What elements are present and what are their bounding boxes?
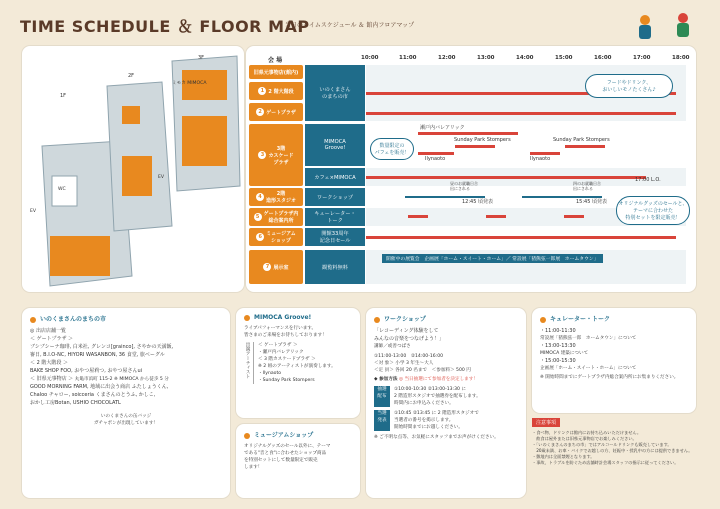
sunday-bar-2 bbox=[565, 145, 605, 148]
hour-label: 10:00 bbox=[361, 55, 379, 61]
groove-cascade-head: ＜ 3 階カスケードプラザ ＞ bbox=[258, 357, 316, 362]
shop-title: ミュージアムショップ bbox=[254, 432, 314, 439]
workshop-target: ＜対 象＞ 小学 3 年生〜大人 bbox=[374, 361, 434, 366]
program-groove: MIMOCA Groove! bbox=[305, 124, 365, 166]
groove-side-label: 出演アーティスト bbox=[244, 342, 254, 384]
groove-intro: ライブパフォーマンスを行います。 皆さまのご来場をお待ちしております！ bbox=[244, 326, 327, 338]
event-sunday-1: Sunday Park Stompers bbox=[454, 137, 511, 143]
floor-3f-label: 3F bbox=[198, 55, 205, 61]
hour-label: 14:00 bbox=[516, 55, 534, 61]
program-workshop: ワークショップ bbox=[305, 188, 365, 206]
event-sunday-2: Sunday Park Stompers bbox=[553, 137, 610, 143]
program-market: いのくまさん のまちの市 bbox=[305, 65, 365, 121]
hour-label: 13:00 bbox=[477, 55, 495, 61]
ev-label-1: EV bbox=[30, 209, 37, 214]
groove-cascade-body: ・Ilynaoto ・Sunday Park Stompers bbox=[258, 371, 315, 383]
talk-topic-3: 企画展「ホーム・スイート・ホーム」について bbox=[540, 366, 637, 371]
market-gate-body: ブシブシーナ珈琲, 白米社, グレンコ[grainco], さやかの天満飯, 審日, B.I.O-NC, HIYORI WASANBON, 36 食堂, 旅ベーグル bbox=[30, 344, 174, 358]
hour-label: 11:00 bbox=[399, 55, 417, 61]
sale-bar bbox=[366, 236, 676, 239]
caution-title: 注意事項 bbox=[532, 418, 560, 427]
caution-section bbox=[532, 418, 696, 498]
hour-label: 18:00 bbox=[672, 55, 690, 61]
venue-row-0: 旧県元事物店(館内) bbox=[249, 65, 303, 79]
program-free-admission: 観覧料無料 bbox=[305, 250, 365, 284]
groove-title: MIMOCA Groove! bbox=[254, 314, 312, 321]
announce-body: ①10:45 ②13:45 に 2 階造形スタジオで 当選者の番号を掲示します。 開始時間までにお越しください。 bbox=[394, 411, 479, 430]
program-anniversary-sale: 開館33周年 記念日セール bbox=[305, 228, 365, 246]
bubble-goods: オリジナルグッズのセールと、 テーマに合わせた 特別セットを限定販売！ bbox=[616, 196, 690, 225]
groove-cascade-note: ※ 2 組のアーティストが演奏します。 bbox=[258, 364, 336, 369]
event-ws-note-1: 昼のお就職日合 出にされる bbox=[450, 181, 478, 191]
bullet-icon bbox=[30, 317, 36, 323]
workshop-times: ①11:00-13:00 ②14:00-16:00 bbox=[374, 354, 444, 359]
workshop-how-head: ◆ 参加方法 bbox=[374, 377, 398, 382]
hour-label: 16:00 bbox=[594, 55, 612, 61]
market-stairs-body: BAKE SHOP FOO, おやつ屋莉つ, おやつ屋さんui bbox=[30, 368, 143, 374]
event-ws-note-2: 四のお就職日合 出にされる bbox=[573, 181, 601, 191]
workshop-title: ワークショップ bbox=[384, 316, 426, 323]
venue-row-6: 6 ミュージアム ショップ bbox=[249, 228, 303, 246]
talk-time-2: ・13:00-13:30 bbox=[540, 343, 576, 349]
ilynaoto-bar-1 bbox=[418, 152, 454, 155]
bullet-icon bbox=[374, 317, 380, 323]
market-badge-note: いのくまさんの缶バッジ ガチャポンが出現しています！ bbox=[93, 414, 159, 426]
venue-row-4: 4 2階 造形スタジオ bbox=[249, 188, 303, 206]
talk-section bbox=[532, 308, 696, 413]
draw-label: 抽選 配布 bbox=[374, 386, 390, 407]
bullet-icon bbox=[540, 317, 546, 323]
workshop-lecturer: 講師／或善つばさ bbox=[374, 344, 411, 349]
talk-time-1: ・11:00-11:30 bbox=[540, 328, 576, 334]
page-title: TIME SCHEDULE ＆ FLOOR MAP bbox=[20, 17, 310, 36]
ilynaoto-bar-2 bbox=[530, 152, 560, 155]
market-gate-head: ＜ ゲートプラザ ＞ bbox=[30, 336, 74, 342]
program-cafe: カフェ×MIMOCA bbox=[305, 168, 365, 186]
event-ws-announce-1: 12:45 頃発表 bbox=[462, 199, 493, 205]
talk-bar-3 bbox=[564, 215, 584, 218]
event-ws-announce-2: 15:45 頃発表 bbox=[576, 199, 607, 205]
groove-section bbox=[236, 308, 360, 418]
announce-label: 当選 発表 bbox=[374, 410, 390, 431]
bubble-food: フードやドリンク、 おいしいモノたくさん♪ bbox=[585, 74, 673, 98]
sunday-bar-1 bbox=[455, 145, 495, 148]
event-last-order: 17:00 L.O. bbox=[635, 177, 661, 183]
event-ilynaoto-2: Ilynaoto bbox=[530, 156, 551, 162]
hour-label: 17:00 bbox=[633, 55, 651, 61]
talk-topic-1: 常設展「猪熊弦一郎 ホームタウン」について bbox=[540, 336, 637, 341]
venue-row-2: 2 ゲートプラザ bbox=[249, 103, 303, 121]
market-old-head: ＜ 旧県元事物店 ＞ bbox=[30, 376, 74, 382]
talk-time-3: ・15:00-15:30 bbox=[540, 358, 576, 364]
market-section bbox=[22, 308, 230, 498]
bullet-icon bbox=[244, 433, 250, 439]
page-subtitle: 当日のタイムスケジュール ＆ 館内フロアマップ bbox=[285, 22, 415, 29]
hour-label: 12:00 bbox=[438, 55, 456, 61]
program-talk: キューレーター・ トーク bbox=[305, 208, 365, 226]
parade-bar bbox=[418, 132, 518, 135]
mimoca-label: ミモカ MIMOCA bbox=[172, 81, 207, 86]
event-parade: 瀬戸内バレアリック bbox=[420, 125, 465, 131]
event-ilynaoto-1: Ilynaoto bbox=[425, 156, 446, 162]
market-old-note: 丸亀市浜町 115-2 ※ MIMOCA から徒歩 5 分 bbox=[74, 377, 169, 382]
venue-row-1: 1 2 階大階段 bbox=[249, 82, 303, 100]
shop-section bbox=[236, 424, 360, 498]
hour-label: 15:00 bbox=[555, 55, 573, 61]
workshop-capacity: ＜定 員＞ 各回 20 名まで ＜参加料＞ 500 円 bbox=[374, 368, 471, 373]
market-old-body: GOOD MORNING FARM, 地域に出会う商店 ふたしょうくん, Chaloo チャロー, soicceria くまさんのとうふ, かしこ, おかし工房Botan, USHIO CHOCOLATL bbox=[30, 384, 169, 406]
market-title: いのくまさんのまちの市 bbox=[40, 316, 107, 323]
workshop-quote: 「レコーディング体験をして みんなの音楽をつなげよう！」 bbox=[374, 328, 445, 342]
groove-gate-head: ＜ ゲートプラザ ＞ bbox=[258, 343, 298, 348]
gate-market-bar bbox=[366, 112, 676, 115]
bubble-limited: 数量限定の パフェを販売！ bbox=[370, 138, 414, 160]
workshop-section bbox=[366, 308, 526, 498]
shop-body: オリジナルグッズのセール以外に、テーマ である"音と食"に合わせたショップ商品 を特別セットにして数量限定で販売 します！ bbox=[244, 444, 331, 470]
floor-1f-label: 1F bbox=[60, 93, 67, 99]
cafe-bar bbox=[366, 176, 646, 179]
bullet-icon bbox=[244, 315, 250, 321]
exhibit-banner: 開催中の展覧会 企画展「ホーム・スイート・ホーム」／ 常設展「猪熊弦一郎展 ホームタウン」 bbox=[382, 254, 603, 263]
talk-bar-2 bbox=[486, 215, 506, 218]
venue-header: 会 場 bbox=[268, 57, 283, 64]
venue-row-5: 5 ゲートプラザ内 総合案内所 bbox=[249, 208, 303, 226]
workshop-note: ※ ご不明な点等、お気軽にスタッフまでお声がけください。 bbox=[374, 435, 499, 440]
venue-row-3: 3 3階 カスケード プラザ bbox=[249, 124, 303, 186]
market-stairs-head: ＜ 2 階大階段 ＞ bbox=[30, 360, 68, 366]
draw-body: ①10:00-10:30 ②13:00-13:30 に 2 階造形スタジオで抽選券を配布します。 時間内にお申込みください。 bbox=[394, 387, 481, 406]
market-store-head: ◎ 出店店舗一覧 bbox=[30, 328, 66, 334]
wc-label: WC bbox=[58, 187, 66, 192]
talk-title: キュレーター・トーク bbox=[550, 316, 611, 323]
dancers-illustration bbox=[625, 8, 705, 48]
talk-note: ※ 開始時間までにゲートプラザ内総合案内所にお集まりください。 bbox=[540, 375, 679, 380]
floor-2f-label: 2F bbox=[128, 73, 135, 79]
talk-topic-2: MIMOCA 建築について bbox=[540, 351, 589, 356]
floor-map-drawing bbox=[22, 46, 244, 292]
talk-bar-1 bbox=[408, 215, 428, 218]
workshop-how-note: ◎ 当日抽選にて参加者を決定します！ bbox=[398, 377, 478, 382]
ev-label-2: EV bbox=[158, 175, 165, 180]
lane-groove bbox=[366, 124, 686, 166]
groove-gate-body: ・瀬戸内バレアリック bbox=[258, 350, 304, 355]
venue-row-7: 7 展示室 bbox=[249, 250, 303, 284]
caution-body: ・食べ物、ドリンクは館内にお持ち込みいただけません。 飲食は屋外または旧県元事物店でお楽しみください。 ・「いのくまさんのまちの市」ではアルコールドリンクも販売しています。 20歳未満、お車・バイクでお越しの方、妊娠中・授乳中の方には提供できません。 ・敷地内は全面禁煙となります。 ・事故、トラブルを防ぐため店舗時計会場スタッフの指示に従ってください。 bbox=[532, 430, 693, 465]
floor-map-panel bbox=[22, 46, 244, 292]
